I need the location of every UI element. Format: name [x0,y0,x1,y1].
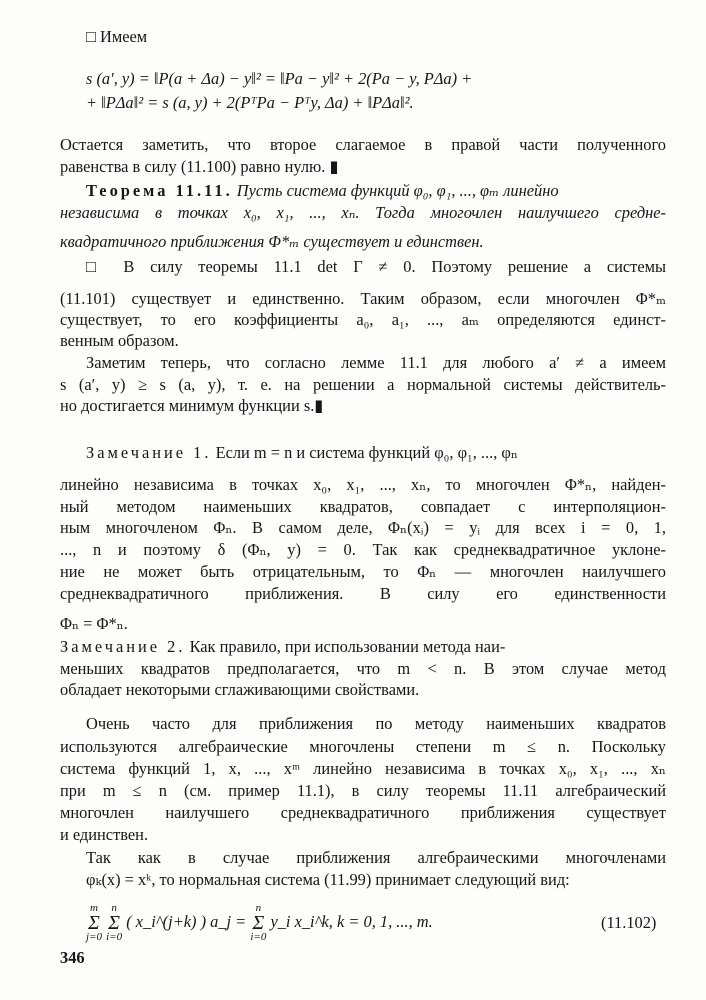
formula-line: s (a′, y) = ‖P(a + Δa) − y‖² = ‖Pa − y‖² + 2(Pa − y, PΔa) + [86,69,473,88]
text-line: обладает некоторыми сглаживающими свойствами. [60,680,420,699]
text-line: и единствен. [60,825,149,844]
formula-line: + ‖PΔa‖² = s (a, y) + 2(PᵀPa − Pᵀy, Δa) + ‖PΔa‖². [86,93,414,112]
remark-label: Замечание 1. [86,443,212,462]
text-line: □ В силу теоремы 11.1 det Γ ≠ 0. Поэтому решение a системы [86,257,666,276]
theorem-label: Теорема 11.11. [86,181,233,200]
text-line: φₖ(x) = xᵏ, то нормальная система (11.99) принимает следующий вид: [86,870,570,889]
sum-upper-limit: m [90,902,98,914]
text-line: при m ≤ n (см. пример 11.1), в силу теоремы 11.11 алгебраический [60,781,666,800]
remark-line [86,443,666,463]
text-line: существует, то его коэффициенты a₀, a₁, ..., aₘ определяются единст- [60,310,666,329]
text-line: линейно независима в точках x₀, x₁, ..., xₙ, то многочлен Φ*ₙ, найден- [60,475,666,494]
remark-text: Как правило, при использовании метода наи- [189,637,506,656]
theorem-line: независима в точках x₀, x₁, ..., xₙ. Тогда многочлен наилучшего средне- [60,203,666,222]
sum-lower-limit: j=0 [86,931,102,943]
sum-upper-limit: n [255,902,262,914]
equation-inner: ( x_i^(j+k) ) a_j = [126,911,247,931]
sum-upper-limit: n [111,902,117,914]
text-line: среднеквадратичного приближения. В силу его единственности [60,584,666,603]
theorem-line: квадратичного приближения Φ*ₘ существует и единствен. [60,232,484,251]
remark-label: Замечание 2. [60,637,186,656]
text-line: меньших квадратов предполагается, что m < n. В этом случае метод [60,659,666,678]
text-line: (11.101) существует и единственно. Таким образом, если многочлен Φ*ₘ [60,289,666,308]
sum-operator: n Σ i=0 [250,902,267,943]
text-line: Очень часто для приближения по методу наименьших квадратов [86,714,666,733]
text-line: но достигается минимум функции s.▮ [60,396,324,415]
equation-rhs: y_i x_i^k, k = 0, 1, ..., m. [270,911,433,931]
remark-line [60,637,666,657]
text-line: венным образом. [60,331,179,350]
theorem-text: Пусть система функций φ₀, φ₁, ..., φₘ линейно [236,181,559,200]
text-line: равенства в силу (11.100) равно нулю. ▮ [60,157,339,176]
sum-lower-limit: i=0 [106,931,123,943]
text-line: система функций 1, x, ..., xᵐ линейно независима в точках x₀, x₁, ..., xₙ [60,759,666,778]
text-line: s (a′, y) ≥ s (a, y), т. е. на решении a нормальной системы действитель- [60,375,666,394]
text-line: Заметим теперь, что согласно лемме 11.1 для любого a′ ≠ a имеем [86,353,666,372]
text-line: ный методом наименьших квадратов, совпадает с интерполяцион- [60,497,666,516]
text-line: ..., n и поэтому δ (Φₙ, y) = 0. Так как среднеквадратичное уклоне- [60,540,666,559]
text-line: Φₙ = Φ*ₙ. [60,614,128,633]
text-line: ным многочленом Φₙ. В самом деле, Φₙ(xᵢ) = yᵢ для всех i = 0, 1, [60,518,666,537]
sum-operator: n Σ i=0 [106,902,123,943]
remark-text: Если m = n и система функций φ₀, φ₁, ..., φₙ [215,443,518,462]
equation-11-102 [86,903,433,943]
text-line: многочлен наилучшего среднеквадратичного приближения существует [60,803,666,822]
text-line: □ Имеем [86,27,148,46]
text-line: Остается заметить, что второе слагаемое в правой части полученного [60,135,666,154]
text-line: Так как в случае приближения алгебраическими многочленами [86,848,666,867]
sum-operator: m Σ j=0 [86,902,102,943]
equation-number: (11.102) [601,913,657,932]
sum-lower-limit: i=0 [250,931,267,943]
page-number: 346 [60,948,85,967]
text-line: используются алгебраические многочлены степени m ≤ n. Поскольку [60,737,666,756]
text-line: ние не может быть отрицательным, то Φₙ — многочлен наилучшего [60,562,666,581]
theorem-line [86,181,666,201]
